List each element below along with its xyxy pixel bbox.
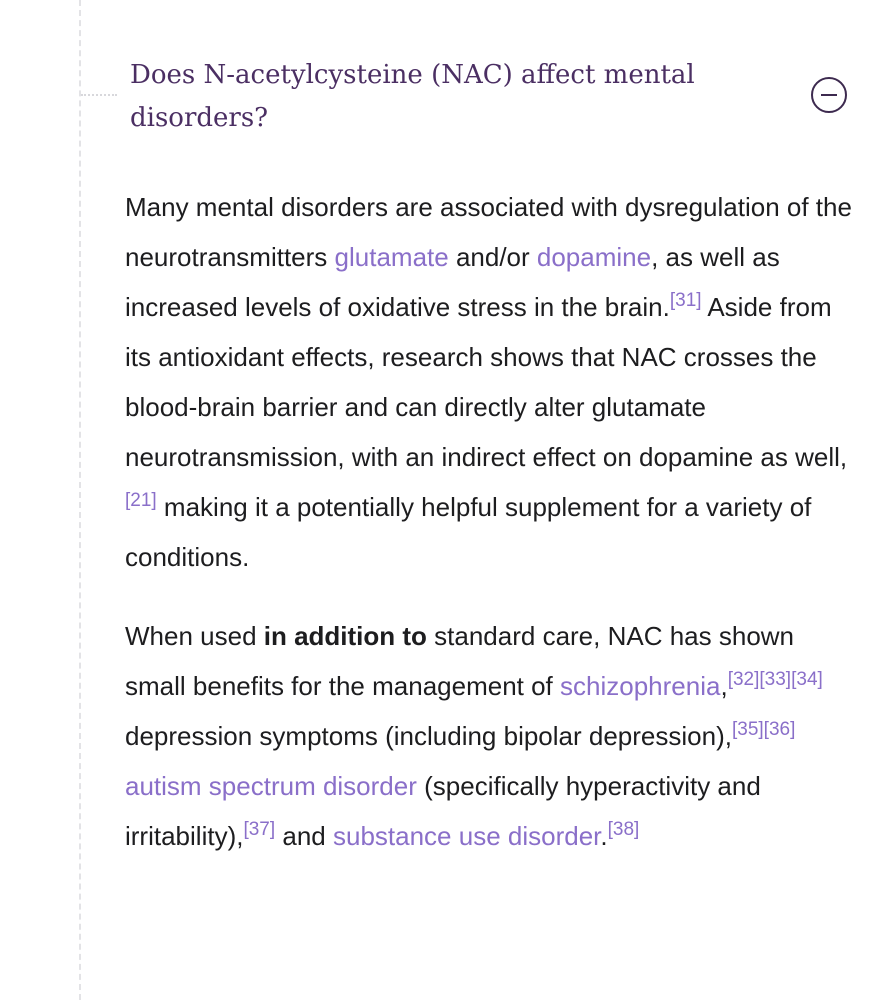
minus-circle-icon [821,94,837,96]
citation-34[interactable]: [34] [791,669,823,690]
timeline-line [79,0,81,1000]
link-autism-spectrum-disorder[interactable]: autism spectrum disorder [125,771,417,801]
citation-36[interactable]: [36] [763,719,796,740]
answer-paragraph-1: Many mental disorders are associated with dysregulation of the neurotransmitters glutamate and/or dopamine, as well as increased levels of oxidative stress in the brain.[31] Aside from its antioxidant effects, research shows that NAC crosses the blood-brain barrier and can directly alter glutamate neurotransmission, with an indirect effect on dopamine as well,[21] making it a potentially helpful supplement for a variety of conditions. [125,192,852,572]
citation-21[interactable]: [21] [125,490,157,511]
link-glutamate[interactable]: glutamate [334,242,449,272]
link-dopamine[interactable]: dopamine [536,242,652,272]
citation-38[interactable]: [38] [607,819,640,840]
citation-33[interactable]: [33] [759,669,792,690]
citation-31[interactable]: [31] [669,290,702,311]
faq-answer [125,182,855,861]
faq-question[interactable]: Does N-acetylcysteine (NAC) affect mental disorders? [130,60,695,133]
citation-32[interactable]: [32] [727,669,760,690]
collapse-toggle-button[interactable] [811,77,847,113]
timeline-connector [81,94,117,96]
link-substance-use-disorder[interactable]: substance use disorder [332,821,601,851]
emphasis-in-addition-to: in addition to [263,621,427,651]
link-schizophrenia[interactable]: schizophrenia [560,671,721,701]
citation-35[interactable]: [35] [731,719,764,740]
answer-paragraph-2: When used in addition to standard care, NAC has shown small benefits for the management of schizophrenia,[32][33][34] depression symptoms (including bipolar depression),[35][36] autism spectrum disorder (specifically hyperactivity and irritability),[37] and substance use disorder.[38] [125,621,823,851]
citation-37[interactable]: [37] [243,819,276,840]
